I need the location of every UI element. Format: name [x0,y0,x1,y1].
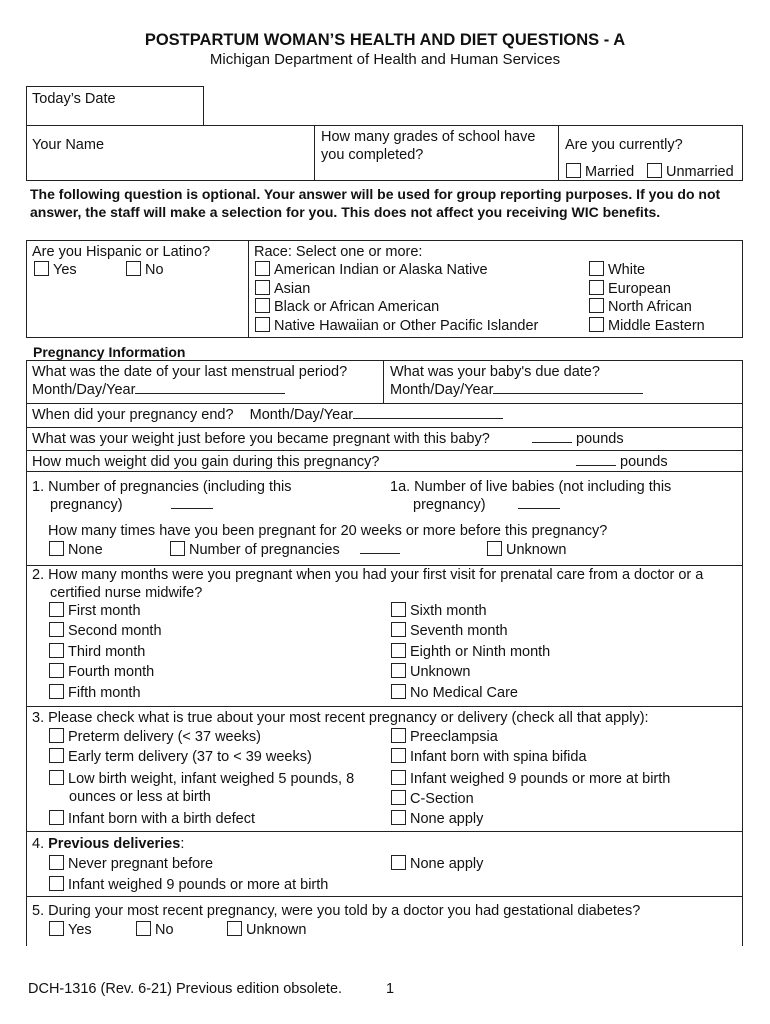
pregnancy-end-field[interactable]: When did your pregnancy end? Month/Day/Year [32,406,503,424]
currently-question: Are you currently? [565,137,683,153]
race-option[interactable]: Native Hawaiian or Other Pacific Islander [255,317,538,335]
form-title: POSTPARTUM WOMAN’S HEALTH AND DIET QUESTIONS - A [144,31,626,49]
q2-option[interactable]: Fourth month [49,663,154,681]
hispanic-question: Are you Hispanic or Latino? [32,244,211,260]
married-checkbox[interactable] [566,163,581,178]
married-option[interactable]: Married [566,163,634,181]
q5-unknown-checkbox[interactable] [227,921,242,936]
q2-checkbox[interactable] [49,643,64,658]
q1-field[interactable]: pregnancy) [50,496,213,514]
q2-option[interactable]: Second month [49,622,162,640]
q2-option[interactable]: Unknown [391,663,470,681]
q3-option[interactable]: Infant born with a birth defect [49,810,255,828]
weight-gain-question: How much weight did you gain during this pregnancy? [32,454,380,470]
q1a-text: 1a. Number of live babies (not including this [390,479,672,495]
race-option[interactable]: European [589,280,671,298]
q2-text-cont: certified nurse midwife? [50,585,203,601]
q3-option[interactable]: Preeclampsia [391,728,498,746]
q2-checkbox[interactable] [391,643,406,658]
q2-checkbox[interactable] [49,663,64,678]
race-checkbox[interactable] [589,280,604,295]
due-date-field[interactable]: Month/Day/Year [390,381,643,399]
q3-checkbox[interactable] [49,728,64,743]
q3-text: 3. Please check what is true about your most recent pregnancy or delivery (check all that apply): [32,710,649,726]
q3-checkbox[interactable] [49,810,64,825]
race-option[interactable]: North African [589,298,692,316]
q2-checkbox[interactable] [49,622,64,637]
race-option[interactable]: White [589,261,645,279]
q3-checkbox[interactable] [391,810,406,825]
q2-option[interactable]: Third month [49,643,145,661]
race-option[interactable]: Middle Eastern [589,317,705,335]
hispanic-no[interactable]: No [126,261,164,279]
form-subtitle: Michigan Department of Health and Human Services [209,51,561,68]
q3-option[interactable]: None apply [391,810,483,828]
page-number: 1 [386,981,395,997]
weight-gain-field[interactable]: pounds [576,453,668,471]
q1-none[interactable]: None [49,541,103,559]
q2-checkbox[interactable] [391,663,406,678]
q2-checkbox[interactable] [49,684,64,699]
q5-yes[interactable]: Yes [49,921,92,939]
q3-option-cont: ounces or less at birth [69,789,211,805]
q2-checkbox[interactable] [49,602,64,617]
q2-checkbox[interactable] [391,622,406,637]
q3-checkbox[interactable] [391,728,406,743]
q4-checkbox[interactable] [391,855,406,870]
q2-option[interactable]: Eighth or Ninth month [391,643,550,661]
race-checkbox[interactable] [255,261,270,276]
weight-before-field[interactable]: pounds [532,430,624,448]
race-checkbox[interactable] [255,298,270,313]
hispanic-no-checkbox[interactable] [126,261,141,276]
q2-checkbox[interactable] [391,684,406,699]
unmarried-checkbox[interactable] [647,163,662,178]
todays-date-label: Today’s Date [32,91,116,107]
q3-checkbox[interactable] [391,770,406,785]
race-checkbox[interactable] [589,298,604,313]
pregnancy-heading: Pregnancy Information [33,344,186,360]
q4-checkbox[interactable] [49,876,64,891]
q3-option[interactable]: Preterm delivery (< 37 weeks) [49,728,261,746]
race-option[interactable]: Asian [255,280,310,298]
form-id: DCH-1316 (Rev. 6-21) Previous edition obsolete. [28,981,343,997]
q2-text: 2. How many months were you pregnant when you had your first visit for prenatal care from a doctor or a [32,567,704,583]
q4-option[interactable]: Infant weighed 9 pounds or more at birth [49,876,328,894]
lmp-field[interactable]: Month/Day/Year [32,381,285,399]
race-option[interactable]: American Indian or Alaska Native [255,261,488,279]
q3-option[interactable]: Infant weighed 9 pounds or more at birth [391,770,670,788]
due-date-question: What was your baby's due date? [390,364,600,380]
race-checkbox[interactable] [589,317,604,332]
q1a-field[interactable]: pregnancy) [413,496,560,514]
q5-no[interactable]: No [136,921,174,939]
q5-no-checkbox[interactable] [136,921,151,936]
q3-checkbox[interactable] [49,770,64,785]
q3-option[interactable]: Infant born with spina bifida [391,748,587,766]
optional-note: The following question is optional. Your answer will be used for group reporting purposes. If you do not answer, the staff will make a selection for you. This does not affect you receiving WIC benefits. [30,186,721,220]
q3-option[interactable]: Early term delivery (37 to < 39 weeks) [49,748,312,766]
q5-yes-checkbox[interactable] [49,921,64,936]
hispanic-yes[interactable]: Yes [34,261,77,279]
q1-number-checkbox[interactable] [170,541,185,556]
q3-checkbox[interactable] [49,748,64,763]
q4-option[interactable]: None apply [391,855,483,873]
lmp-question: What was the date of your last menstrual period? [32,364,348,380]
q3-option[interactable]: C-Section [391,790,474,808]
q2-option[interactable]: First month [49,602,141,620]
q5-unknown[interactable]: Unknown [227,921,306,939]
q1-number[interactable]: Number of pregnancies [170,541,400,559]
q4-option[interactable]: Never pregnant before [49,855,213,873]
q1-times-question: How many times have you been pregnant for 20 weeks or more before this pregnancy? [48,523,608,539]
race-option[interactable]: Black or African American [255,298,439,316]
q1-text: 1. Number of pregnancies (including this [32,479,292,495]
q5-text: 5. During your most recent pregnancy, were you told by a doctor you had gestational diabetes? [32,903,641,919]
q2-checkbox[interactable] [391,602,406,617]
q2-option[interactable]: Sixth month [391,602,487,620]
hispanic-yes-checkbox[interactable] [34,261,49,276]
q1-none-checkbox[interactable] [49,541,64,556]
q3-checkbox[interactable] [391,748,406,763]
weight-before-question: What was your weight just before you became pregnant with this baby? [32,431,490,447]
race-checkbox[interactable] [589,261,604,276]
q2-option[interactable]: Fifth month [49,684,141,702]
q2-option[interactable]: Seventh month [391,622,508,640]
race-checkbox[interactable] [255,280,270,295]
q2-option[interactable]: No Medical Care [391,684,518,702]
q3-option[interactable]: Low birth weight, infant weighed 5 pounds, 8 [49,770,354,788]
race-label: Race: Select one or more: [254,244,423,260]
q1-unknown[interactable]: Unknown [487,541,566,559]
unmarried-option[interactable]: Unmarried [647,163,734,181]
grades-question: How many grades of school have you completed? [321,129,536,164]
q4-checkbox[interactable] [49,855,64,870]
your-name-label: Your Name [32,137,105,153]
q3-checkbox[interactable] [391,790,406,805]
race-checkbox[interactable] [255,317,270,332]
q1-unknown-checkbox[interactable] [487,541,502,556]
q4-text: 4. Previous deliveries: [32,836,185,852]
